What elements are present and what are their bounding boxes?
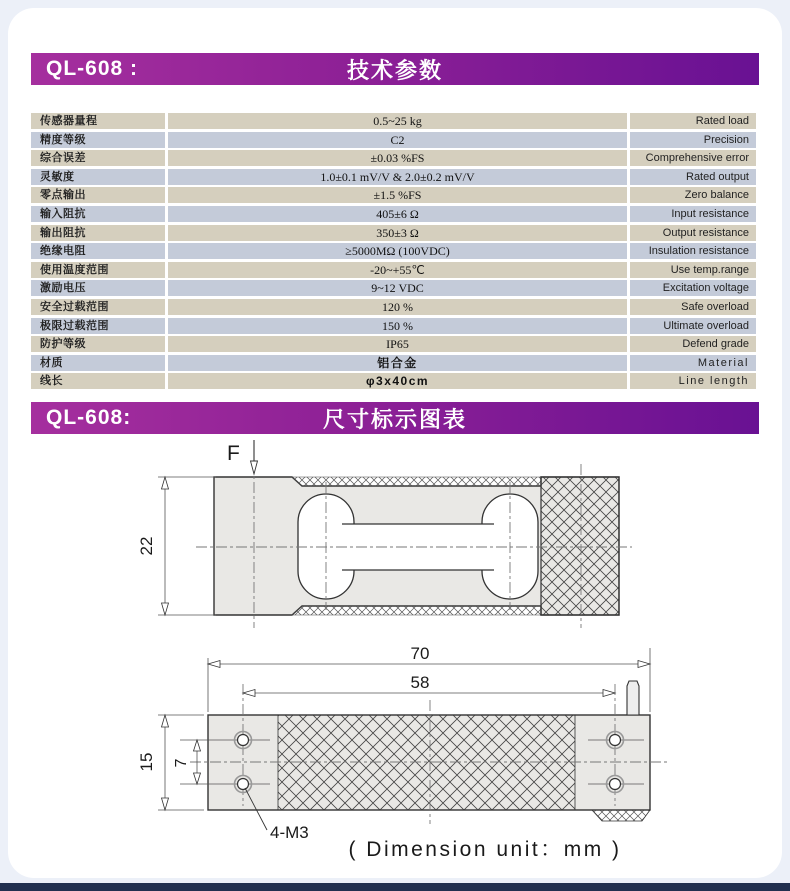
top-view-drawing (137, 644, 670, 861)
spec-label-cn: 极限过载范围 (31, 318, 165, 334)
spec-label-en: Rated load (630, 113, 756, 129)
spec-value: ±1.5 %FS (168, 187, 627, 203)
spec-value: 350±3 Ω (168, 225, 627, 241)
model-label: QL-608: (46, 406, 132, 429)
spec-value: 405±6 Ω (168, 206, 627, 222)
spec-value: 120 % (168, 299, 627, 315)
spec-label-cn: 综合误差 (31, 150, 165, 166)
spec-value: C2 (168, 132, 627, 148)
spec-value: 9~12 VDC (168, 280, 627, 296)
table-row (31, 336, 759, 352)
cable (627, 681, 639, 715)
spec-label-en: Safe overload (630, 299, 756, 315)
spec-label-cn: 输出阻抗 (31, 225, 165, 241)
spec-label-cn: 传感器量程 (31, 113, 165, 129)
spec-label-en: Rated output (630, 169, 756, 185)
table-row (31, 243, 759, 259)
spec-value: IP65 (168, 336, 627, 352)
spec-label-en: Comprehensive error (630, 150, 756, 166)
dimensions-banner (31, 402, 759, 434)
spec-label-cn: 使用温度范围 (31, 262, 165, 278)
spec-label-cn: 安全过载范围 (31, 299, 165, 315)
table-row (31, 113, 759, 129)
spec-table (31, 113, 759, 392)
spec-value: 铝合金 (168, 355, 627, 371)
spec-label-en: Defend grade (630, 336, 756, 352)
bottom-web-hatch (292, 606, 541, 615)
spec-label-cn: 精度等级 (31, 132, 165, 148)
spec-label-en: Precision (630, 132, 756, 148)
dimensions-banner-title: 尺寸标示图表 (322, 406, 467, 432)
table-row (31, 187, 759, 203)
top-web-hatch (292, 477, 541, 486)
dim-length-label: 70 (410, 644, 430, 663)
spec-label-cn: 绝缘电阻 (31, 243, 165, 259)
spec-label-en: Ultimate overload (630, 318, 756, 334)
spec-label-en: Excitation voltage (630, 280, 756, 296)
dimension-drawing (30, 432, 760, 870)
spec-label-en: Insulation resistance (630, 243, 756, 259)
dim-width-label: 15 (137, 752, 156, 772)
thread-label: 4-M3 (270, 823, 309, 842)
center-hatch (278, 715, 575, 810)
dimension-15 (137, 715, 204, 810)
table-row (31, 299, 759, 315)
corner-hatch-strip (592, 810, 650, 821)
content-card (8, 8, 782, 878)
dim-hole-span-label: 58 (410, 673, 430, 692)
table-row (31, 132, 759, 148)
spec-label-en: Input resistance (630, 206, 756, 222)
spec-label-en: Line length (630, 373, 756, 389)
table-row (31, 150, 759, 166)
dimension-unit-caption: ( Dimension unit：mm ) (348, 838, 622, 861)
spec-label-cn: 零点输出 (31, 187, 165, 203)
spec-label-cn: 激励电压 (31, 280, 165, 296)
force-arrow (227, 440, 258, 474)
spec-label-cn: 防护等级 (31, 336, 165, 352)
table-row (31, 318, 759, 334)
dim-height-label: 22 (137, 536, 156, 556)
side-view-drawing (137, 440, 632, 628)
spec-label-cn: 线长 (31, 373, 165, 389)
spec-value: φ3x40cm (168, 373, 627, 389)
footer-bar (0, 883, 790, 891)
spec-value: ±0.03 %FS (168, 150, 627, 166)
spec-value: -20~+55℃ (168, 262, 627, 278)
table-row (31, 373, 759, 389)
spec-value: 1.0±0.1 mV/V & 2.0±0.2 mV/V (168, 169, 627, 185)
table-row (31, 225, 759, 241)
spec-label-en: Output resistance (630, 225, 756, 241)
force-label: F (227, 442, 240, 465)
specs-banner-title: 技术参数 (346, 57, 443, 83)
spec-label-en: Use temp.range (630, 262, 756, 278)
spec-value: 0.5~25 kg (168, 113, 627, 129)
spec-label-cn: 材质 (31, 355, 165, 371)
spec-label-en: Zero balance (630, 187, 756, 203)
table-row (31, 280, 759, 296)
table-row (31, 206, 759, 222)
dimension-22 (137, 477, 216, 615)
dimension-58 (243, 673, 615, 697)
spec-value: ≥5000MΩ (100VDC) (168, 243, 627, 259)
specs-banner (31, 53, 759, 85)
spec-label-cn: 灵敏度 (31, 169, 165, 185)
spec-label-cn: 输入阻抗 (31, 206, 165, 222)
fixed-end-hatch (541, 477, 619, 615)
spec-value: 150 % (168, 318, 627, 334)
table-row (31, 355, 759, 371)
dim-hole-gap-label: 7 (173, 758, 190, 768)
spec-label-en: Material (630, 355, 756, 371)
table-row (31, 262, 759, 278)
table-row (31, 169, 759, 185)
model-label: QL-608 : (46, 57, 139, 80)
